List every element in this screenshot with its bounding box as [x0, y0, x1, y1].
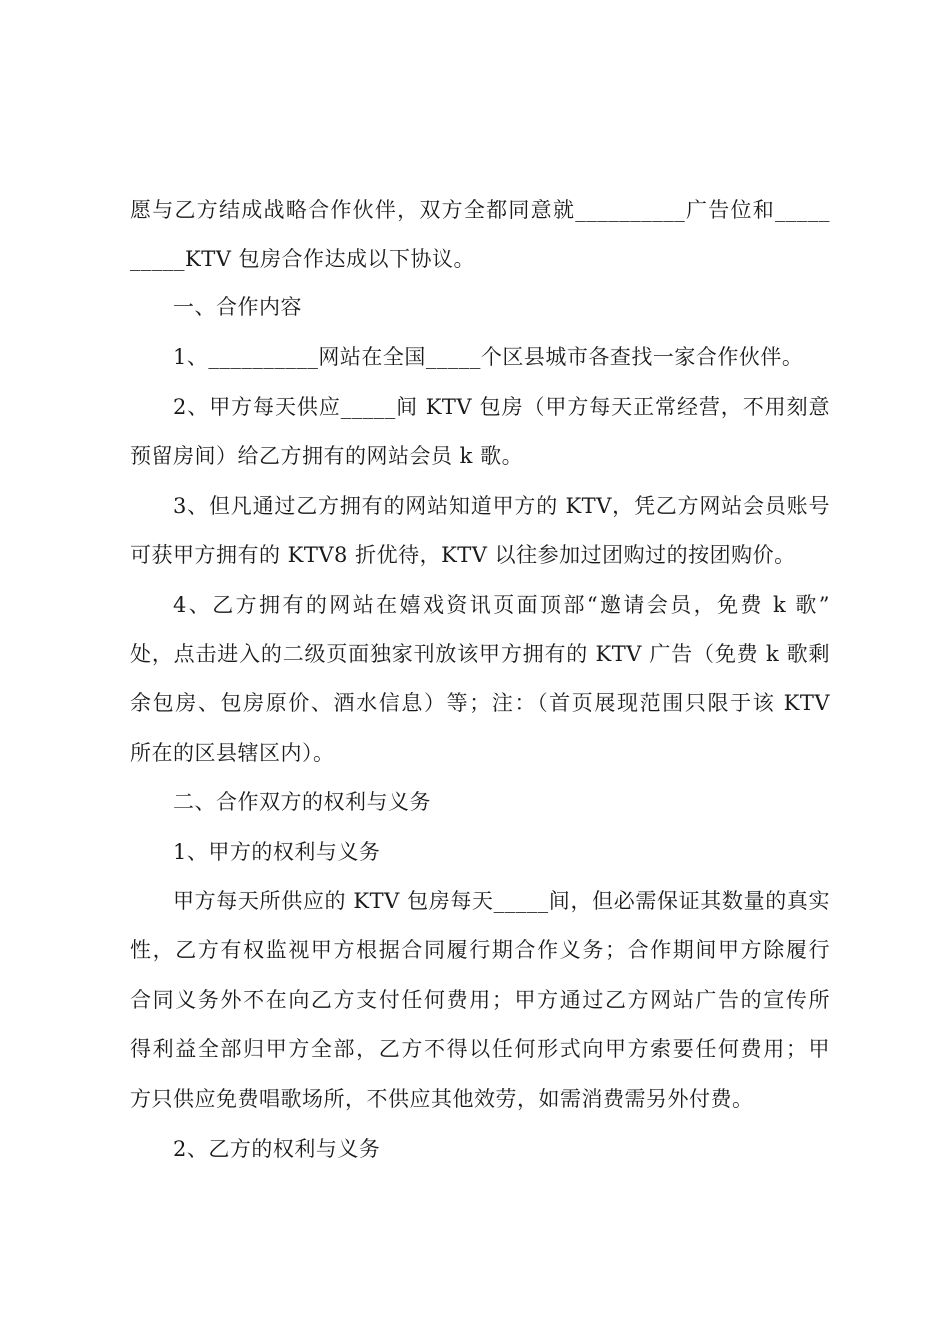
party-a-paragraph-line-1: 甲方每天所供应的 KTV 包房每天_____间，但必需保证其数量的真实 — [173, 889, 830, 913]
party-a-paragraph-line-2: 性，乙方有权监视甲方根据合同履行期合作义务；合作期间甲方除履行 — [130, 938, 830, 962]
clause-3-line-2: 可获甲方拥有的 KTV8 折优待，KTV 以往参加过团购过的按团购价。 — [130, 543, 796, 567]
subheading-party-b-rights: 2、乙方的权利与义务 — [173, 1137, 381, 1161]
clause-4-line-4: 所在的区县辖区内）。 — [130, 741, 335, 765]
paragraph-intro-line-2: _____KTV 包房合作达成以下协议。 — [130, 247, 476, 271]
clause-3-line-1: 3、但凡通过乙方拥有的网站知道甲方的 KTV，凭乙方网站会员账号 — [173, 494, 830, 518]
party-a-paragraph-line-5: 方只供应免费唱歌场所，不供应其他效劳，如需消费需另外付费。 — [130, 1087, 754, 1111]
section-heading-cooperation-content: 一、合作内容 — [173, 295, 302, 319]
subheading-party-a-rights: 1、甲方的权利与义务 — [173, 840, 381, 864]
paragraph-intro-line-1: 愿与乙方结成战略合作伙伴，双方全都同意就__________广告位和_____ — [130, 198, 830, 222]
clause-4-line-1: 4、乙方拥有的网站在嬉戏资讯页面顶部“邀请会员，免费 k 歌” — [173, 593, 830, 617]
clause-4-line-3: 余包房、包房原价、酒水信息）等；注：（首页展现范围只限于该 KTV — [130, 691, 830, 715]
clause-2-line-1: 2、甲方每天供应_____间 KTV 包房（甲方每天正常经营，不用刻意 — [173, 395, 830, 419]
clause-4-line-2: 处，点击进入的二级页面独家刊放该甲方拥有的 KTV 广告（免费 k 歌剩 — [130, 642, 830, 666]
party-a-paragraph-line-4: 得利益全部归甲方全部，乙方不得以任何形式向甲方索要任何费用；甲 — [130, 1037, 830, 1061]
clause-2-line-2: 预留房间）给乙方拥有的网站会员 k 歌。 — [130, 444, 524, 468]
section-heading-rights-obligations: 二、合作双方的权利与义务 — [173, 790, 431, 814]
party-a-paragraph-line-3: 合同义务外不在向乙方支付任何费用；甲方通过乙方网站广告的宣传所 — [130, 988, 830, 1012]
clause-1-line-1: 1、__________网站在全国_____个区县城市各查找一家合作伙伴。 — [173, 345, 804, 369]
